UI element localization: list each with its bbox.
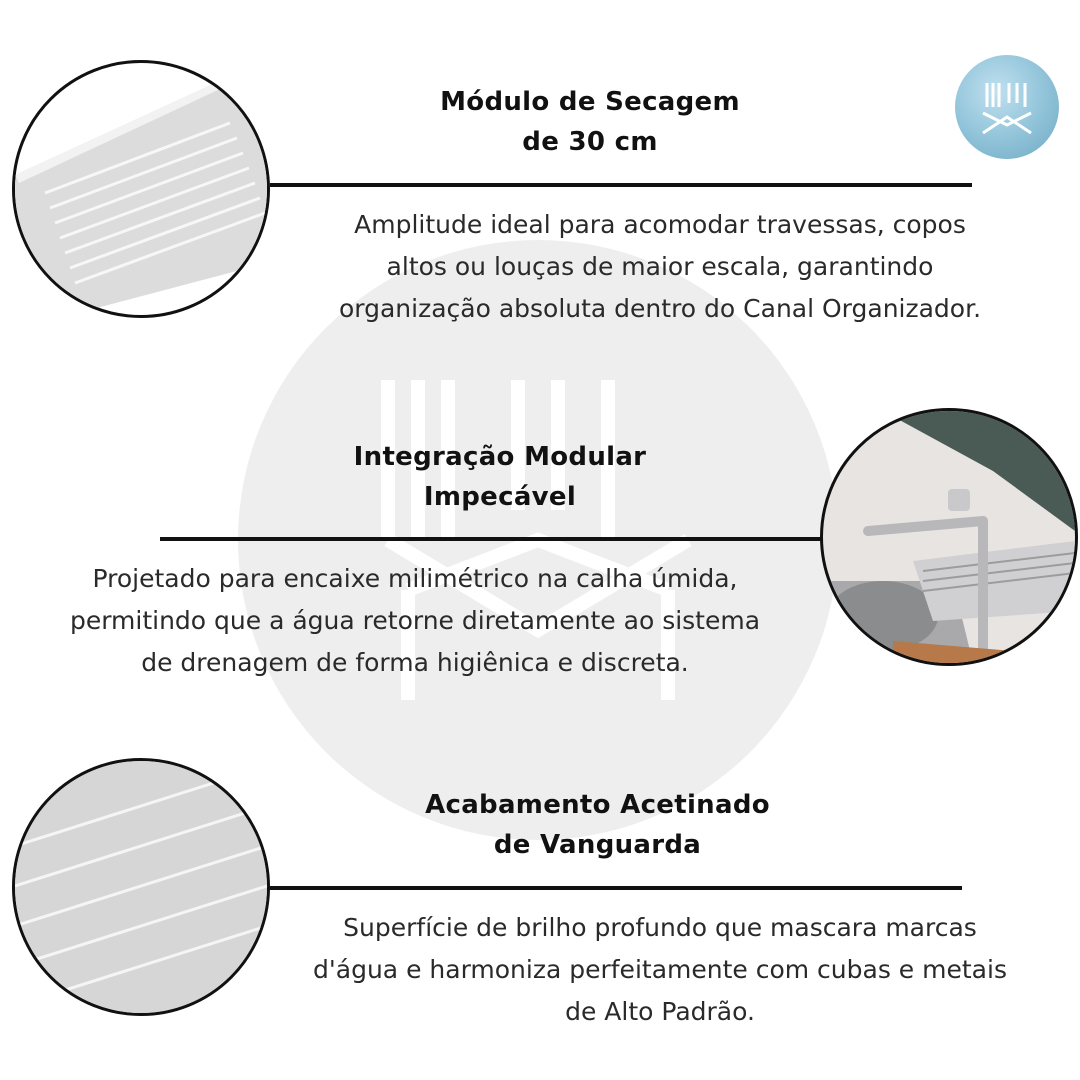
title-line: Acabamento Acetinado	[425, 790, 770, 820]
description-line: de drenagem de forma higiênica e discreta.	[141, 648, 689, 677]
sink-integration-image	[820, 408, 1078, 666]
section-3-title	[380, 785, 815, 865]
description-line: altos ou louças de maior escala, garantindo	[386, 252, 934, 281]
logo-graphic	[955, 55, 1059, 159]
drying-module-image	[12, 60, 270, 318]
satin-surface-illustration	[15, 761, 267, 1013]
description-line: Amplitude ideal para acomodar travessas, copos	[354, 210, 966, 239]
description-line: d'água e harmoniza perfeitamente com cubas e metais	[313, 955, 1007, 984]
section-1-divider	[270, 183, 972, 187]
description-line: organização absoluta dentro do Canal Organizador.	[338, 294, 982, 323]
section-2-title	[300, 437, 700, 517]
description-line: de Alto Padrão.	[565, 997, 755, 1026]
sink-faucet-illustration	[823, 411, 1075, 663]
section-3-divider	[270, 886, 962, 890]
section-2-divider	[160, 537, 825, 541]
description-line: permitindo que a água retorne diretamente ao sistema	[69, 606, 761, 635]
section-1-title	[380, 82, 800, 162]
title-line: Impecável	[423, 482, 577, 512]
title-line: de Vanguarda	[493, 830, 702, 860]
description-line: Superfície de brilho profundo que mascara marcas	[343, 913, 977, 942]
title-line: de 30 cm	[522, 127, 658, 157]
brand-logo-icon	[955, 55, 1059, 159]
satin-finish-image	[12, 758, 270, 1016]
drying-tray-illustration	[15, 63, 267, 315]
section-3-description	[255, 907, 1065, 1033]
section-1-description	[255, 204, 1065, 330]
title-line: Módulo de Secagem	[440, 87, 740, 117]
section-2-description	[10, 558, 820, 684]
title-line: Integração Modular	[353, 442, 647, 472]
description-line: Projetado para encaixe milimétrico na calha úmida,	[92, 564, 738, 593]
